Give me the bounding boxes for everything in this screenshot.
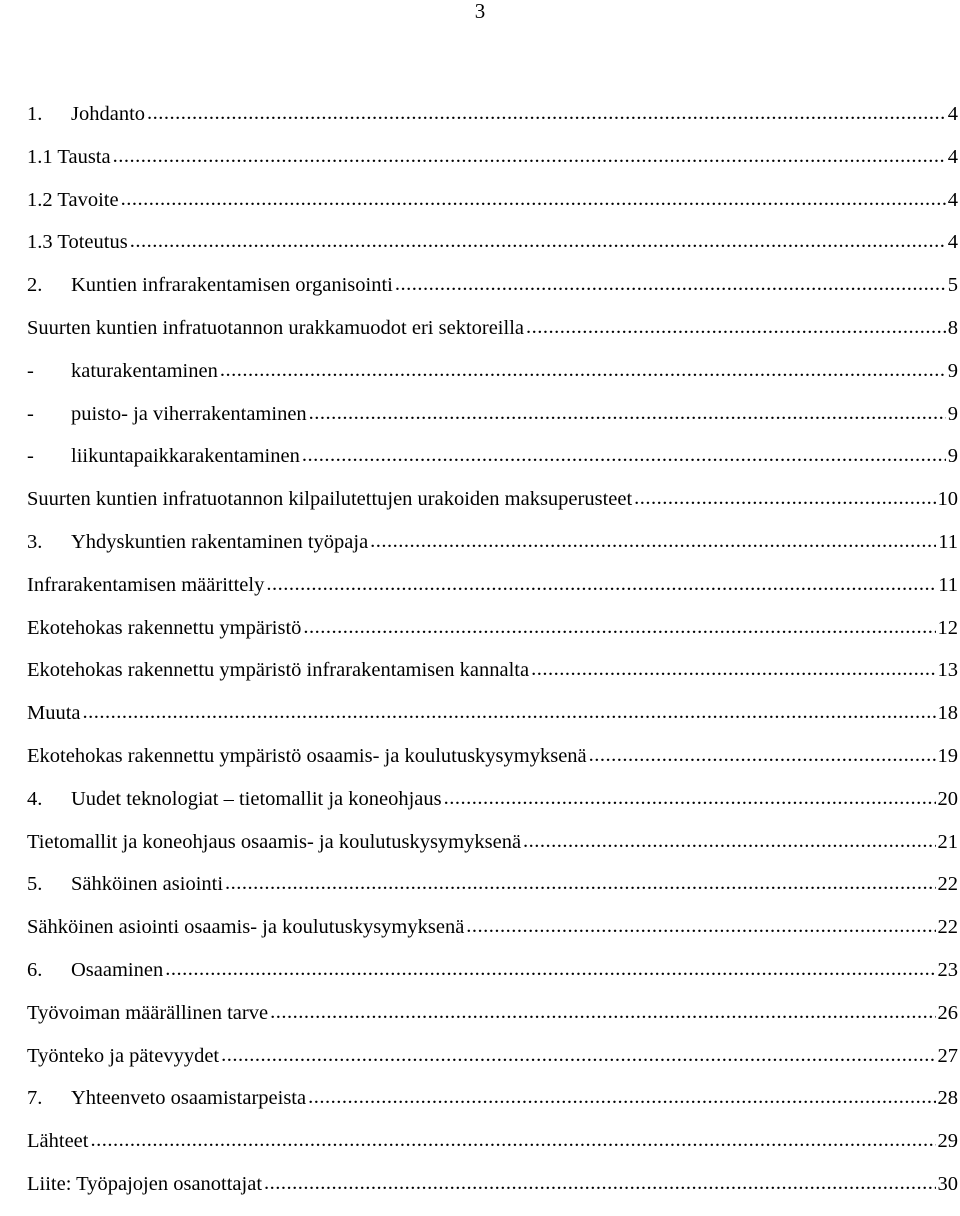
toc-entry-title: Johdanto — [71, 103, 146, 125]
toc-entry[interactable] — [27, 1045, 958, 1088]
toc-dot-leader — [270, 1001, 935, 1024]
toc-entry-page: 19 — [937, 744, 958, 767]
toc-entry-title: Kuntien infrarakentamisen organisointi — [71, 274, 393, 297]
toc-entry-title: Tietomallit ja koneohjaus osaamis- ja koulutuskysymyksenä — [27, 830, 522, 853]
toc-entry-title: katurakentaminen — [71, 359, 218, 382]
toc-entry[interactable] — [27, 702, 958, 745]
toc-entry-title: Suurten kuntien infratuotannon kilpailutettujen urakoiden maksuperusteet — [27, 488, 633, 511]
toc-entry-title: 1.3 Toteutus — [27, 231, 128, 254]
toc-entry-title: Infrarakentamisen määrittely — [27, 573, 265, 596]
toc-entry-title: Työnteko ja pätevyydet — [27, 1044, 220, 1067]
toc-entry-page: 29 — [937, 1130, 958, 1153]
toc-entry-title: Työvoiman määrällinen tarve — [27, 1001, 269, 1024]
toc-dot-leader — [130, 230, 946, 253]
toc-entry-number: - — [27, 359, 34, 382]
toc-entry-page: 9 — [947, 445, 958, 468]
toc-dot-leader — [266, 573, 936, 596]
toc-entry-number: 4. — [27, 787, 43, 810]
toc-entry[interactable] — [27, 317, 958, 360]
toc-dot-leader — [531, 658, 935, 681]
toc-entry-page: 4 — [947, 231, 958, 254]
toc-dot-leader — [90, 1129, 935, 1152]
toc-entry-page: 9 — [947, 402, 958, 425]
toc-entry-page: 13 — [937, 659, 958, 682]
toc-entry-page: 28 — [937, 1087, 958, 1110]
toc-entry-title: Sähköinen asiointi — [71, 873, 224, 896]
page-number: 3 — [474, 0, 486, 23]
toc-entry[interactable] — [27, 1002, 958, 1045]
toc-entry-page: 10 — [937, 488, 958, 511]
toc-dot-leader — [302, 444, 946, 467]
toc-entry-title: Yhteenveto osaamistarpeista — [71, 1087, 307, 1110]
toc-entry-title: Liite: Työpajojen osanottajat — [27, 1172, 263, 1195]
toc-entry-page: 11 — [938, 530, 958, 553]
toc-entry-number: 1. — [27, 103, 43, 125]
toc-entry[interactable] — [27, 146, 958, 189]
toc-entry-number: 6. — [27, 958, 43, 981]
toc-entry[interactable] — [27, 274, 958, 317]
toc-entry-number: 2. — [27, 274, 43, 297]
toc-entry[interactable] — [27, 531, 958, 574]
toc-dot-leader — [147, 102, 946, 125]
toc-dot-leader — [526, 316, 946, 339]
toc-entry[interactable] — [27, 959, 958, 1002]
toc-entry-number: 7. — [27, 1087, 43, 1110]
toc-entry[interactable] — [27, 403, 958, 446]
toc-entry-page: 30 — [937, 1172, 958, 1195]
toc-entry-title: puisto- ja viherrakentaminen — [71, 402, 307, 425]
toc-dot-leader — [523, 830, 935, 853]
toc-entry-title: Suurten kuntien infratuotannon urakkamuodot eri sektoreilla — [27, 316, 524, 339]
toc-dot-leader — [264, 1172, 935, 1195]
toc-entry-page: 18 — [937, 702, 958, 725]
toc-dot-leader — [220, 359, 946, 382]
toc-entry-title: Muuta — [27, 702, 81, 725]
toc-entry[interactable] — [27, 360, 958, 403]
toc-entry-page: 23 — [937, 958, 958, 981]
toc-entry-number: 5. — [27, 873, 43, 896]
toc-entry[interactable] — [27, 788, 958, 831]
toc-dot-leader — [225, 872, 935, 895]
toc-dot-leader — [309, 402, 946, 425]
toc-entry-page: 12 — [937, 616, 958, 639]
toc-entry[interactable] — [27, 1173, 958, 1216]
toc-entry-title: Sähköinen asiointi osaamis- ja koulutuskysymyksenä — [27, 916, 465, 939]
toc-entry-page: 8 — [947, 316, 958, 339]
toc-entry-title: Lähteet — [27, 1130, 89, 1153]
toc-entry[interactable] — [27, 1087, 958, 1130]
toc-entry-page: 4 — [947, 103, 958, 125]
toc-entry-page: 5 — [947, 274, 958, 297]
toc-dot-leader — [165, 958, 935, 981]
toc-entry[interactable] — [27, 745, 958, 788]
toc-entry[interactable] — [27, 488, 958, 531]
toc-entry-title: Yhdyskuntien rakentaminen työpaja — [71, 530, 369, 553]
toc-dot-leader — [121, 188, 946, 211]
toc-dot-leader — [444, 787, 936, 810]
toc-entry-page: 4 — [947, 145, 958, 168]
table-of-contents — [27, 103, 958, 1216]
toc-dot-leader — [589, 744, 936, 767]
toc-entry[interactable] — [27, 617, 958, 660]
toc-entry-page: 27 — [937, 1044, 958, 1067]
toc-entry-page: 26 — [937, 1001, 958, 1024]
toc-entry[interactable] — [27, 659, 958, 702]
toc-dot-leader — [221, 1044, 935, 1067]
toc-entry-title: Ekotehokas rakennettu ympäristö osaamis- ja koulutuskysymyksenä — [27, 744, 587, 767]
toc-dot-leader — [466, 915, 935, 938]
toc-entry[interactable] — [27, 189, 958, 232]
toc-dot-leader — [83, 701, 936, 724]
toc-entry[interactable] — [27, 231, 958, 274]
toc-entry[interactable] — [27, 916, 958, 959]
toc-entry-page: 22 — [937, 873, 958, 896]
toc-entry-page: 21 — [937, 830, 958, 853]
toc-entry[interactable] — [27, 1130, 958, 1173]
toc-entry[interactable] — [27, 445, 958, 488]
toc-dot-leader — [308, 1086, 935, 1109]
toc-entry-title: Ekotehokas rakennettu ympäristö — [27, 616, 302, 639]
toc-entry-page: 9 — [947, 359, 958, 382]
toc-entry-number: 3. — [27, 530, 43, 553]
toc-dot-leader — [634, 487, 935, 510]
toc-entry-page: 20 — [937, 787, 958, 810]
toc-entry-number: - — [27, 445, 34, 468]
toc-dot-leader — [113, 145, 946, 168]
toc-entry[interactable] — [27, 831, 958, 874]
toc-entry-title: Osaaminen — [71, 958, 164, 981]
toc-entry-title: 1.1 Tausta — [27, 145, 111, 168]
toc-dot-leader — [303, 616, 935, 639]
toc-entry[interactable] — [27, 873, 958, 916]
toc-dot-leader — [370, 530, 936, 553]
toc-entry-page: 22 — [937, 916, 958, 939]
toc-entry-title: 1.2 Tavoite — [27, 188, 119, 211]
toc-entry-title: liikuntapaikkarakentaminen — [71, 445, 300, 468]
toc-entry-page: 11 — [938, 573, 958, 596]
toc-entry-number: - — [27, 402, 34, 425]
toc-entry[interactable] — [27, 574, 958, 617]
toc-dot-leader — [395, 273, 946, 296]
toc-entry-title: Uudet teknologiat – tietomallit ja koneohjaus — [71, 787, 442, 810]
toc-entry[interactable] — [27, 103, 958, 146]
toc-entry-title: Ekotehokas rakennettu ympäristö infrarakentamisen kannalta — [27, 659, 530, 682]
toc-entry-page: 4 — [947, 188, 958, 211]
